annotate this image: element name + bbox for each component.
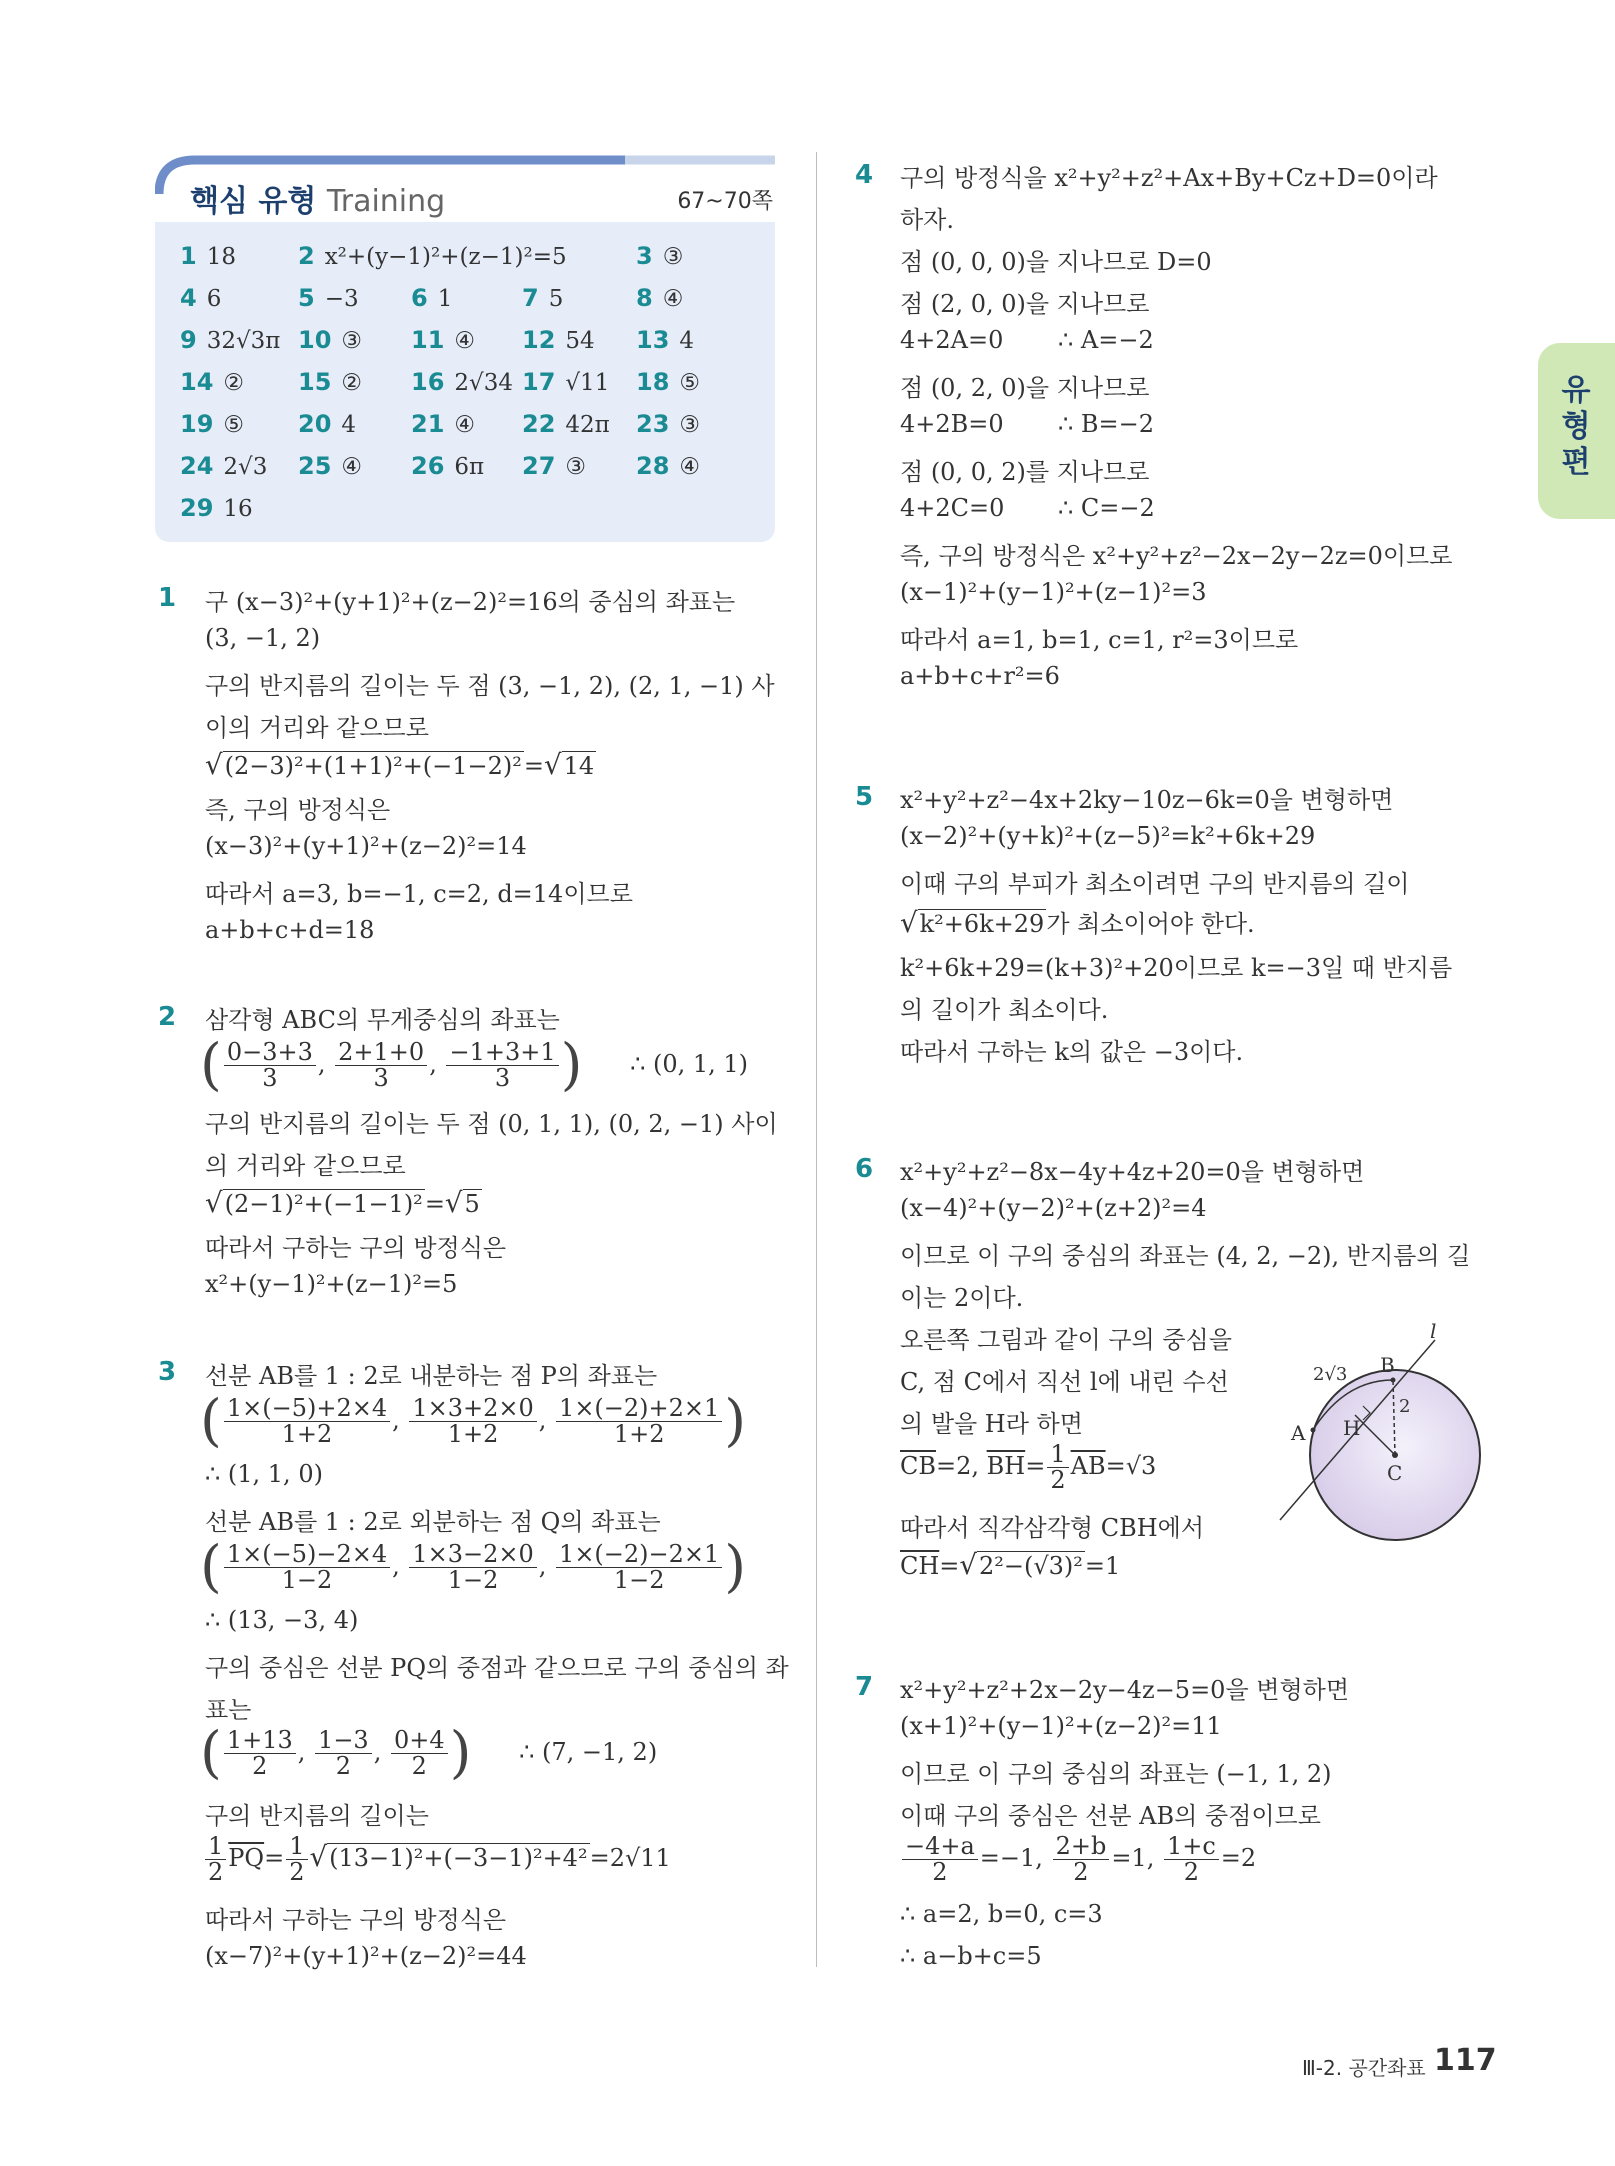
problem-number: 2 — [158, 1002, 177, 1032]
solution-line: x²+(y−1)²+(z−1)²=5 — [205, 1270, 458, 1298]
point-a — [1311, 1428, 1316, 1433]
solution-line: 하자. — [900, 206, 954, 234]
answer-row — [180, 242, 770, 282]
solution-line: 표는 — [205, 1696, 252, 1724]
answer-item: 15 ② — [298, 368, 363, 396]
solution-math: $\frac{-4+a}{2}$ =−1, $\frac{2+b}{2}$ =1, $\frac{1+c}{2}$ =2 — [900, 1834, 1256, 1885]
solution-line: 선분 AB를 1 : 2로 내분하는 점 P의 좌표는 — [205, 1362, 658, 1390]
solution-line: 구의 반지름의 길이는 두 점 (0, 1, 1), (0, 2, −1) 사이 — [205, 1110, 778, 1138]
solution-line: 이때 구의 중심은 선분 AB의 중점이므로 — [900, 1802, 1321, 1830]
answer-item: 27 ③ — [522, 452, 587, 480]
answer-item: 26 6π — [411, 452, 485, 480]
solution-line: ∴ B=−2 — [1058, 410, 1155, 438]
solution-line: 의 발을 H라 하면 — [900, 1410, 1083, 1438]
answer-item: 4 6 — [180, 284, 222, 312]
solution-line: 구의 중심은 선분 PQ의 중점과 같으므로 구의 중심의 좌 — [205, 1654, 789, 1682]
problem-number: 7 — [855, 1672, 874, 1702]
solution-math: ( $\frac{1+13}{2}$ , $\frac{1-3}{2}$ , $\frac{0+4}{2}$ ) ∴ (7, −1, 2) — [200, 1720, 658, 1786]
label-c: C — [1387, 1461, 1403, 1485]
section-side-tab — [1538, 343, 1615, 519]
answer-item: 23 ③ — [636, 410, 701, 438]
solution-line: ∴ (13, −3, 4) — [205, 1606, 359, 1634]
solution-math: √k²+6k+29가 최소이어야 한다. — [900, 906, 1255, 939]
answer-row — [180, 284, 770, 324]
answer-item: 6 1 — [411, 284, 453, 312]
solution-math: $\overline{CH}=√2^2-(√3)^2=1$ — [900, 1548, 1121, 1581]
answer-item: 29 16 — [180, 494, 253, 522]
answer-row — [180, 410, 770, 450]
problem-number: 6 — [855, 1154, 874, 1184]
solution-line: 이므로 이 구의 중심의 좌표는 (−1, 1, 2) — [900, 1760, 1332, 1788]
solution-line: 즉, 구의 방정식은 — [205, 796, 391, 824]
solution-line: 4+2B=0 — [900, 410, 1004, 438]
header-title: 핵심 유형 Training — [190, 184, 446, 219]
solution-line: 구의 반지름의 길이는 — [205, 1802, 429, 1830]
solution-line: x²+y²+z²−8x−4y+4z+20=0을 변형하면 — [900, 1158, 1365, 1186]
solution-math: √(2−3)²+(1+1)²+(−1−2)²=√14 — [205, 748, 595, 781]
solution-line: 따라서 직각삼각형 CBH에서 — [900, 1514, 1205, 1542]
answer-item: 21 ④ — [411, 410, 476, 438]
solution-line: a+b+c+d=18 — [205, 916, 375, 944]
solution-line: C, 점 C에서 직선 l에 내린 수선 — [900, 1368, 1229, 1396]
solution-line: x²+y²+z²−4x+2ky−10z−6k=0을 변형하면 — [900, 786, 1394, 814]
answer-item: 16 2√34 — [411, 368, 513, 396]
label-two: 2 — [1399, 1396, 1411, 1417]
answer-item: 17 √11 — [522, 368, 610, 396]
solution-line: 구의 반지름의 길이는 두 점 (3, −1, 2), (2, 1, −1) 사 — [205, 672, 775, 700]
solution-line: ∴ a=2, b=0, c=3 — [900, 1900, 1103, 1928]
solution-line: ∴ (1, 1, 0) — [205, 1460, 323, 1488]
answer-item: 3 ③ — [636, 242, 684, 270]
solution-line: (x−4)²+(y−2)²+(z+2)²=4 — [900, 1194, 1207, 1222]
answer-item: 19 ⑤ — [180, 410, 245, 438]
column-divider — [816, 152, 817, 1967]
solution-line: 따라서 a=3, b=−1, c=2, d=14이므로 — [205, 880, 633, 908]
answer-item: 10 ③ — [298, 326, 363, 354]
solution-line: 점 (0, 2, 0)을 지나므로 — [900, 374, 1150, 402]
label-h: H — [1343, 1416, 1361, 1440]
label-b: B — [1380, 1353, 1395, 1377]
solution-line: x²+y²+z²+2x−2y−4z−5=0을 변형하면 — [900, 1676, 1350, 1704]
label-l: l — [1430, 1320, 1437, 1343]
solution-line: 삼각형 ABC의 무게중심의 좌표는 — [205, 1006, 560, 1034]
answer-item: 22 42π — [522, 410, 610, 438]
solution-line: 이는 2이다. — [900, 1284, 1024, 1312]
solution-line: (x−7)²+(y+1)²+(z−2)²=44 — [205, 1942, 527, 1970]
answer-item: 13 4 — [636, 326, 695, 354]
solution-line: 즉, 구의 방정식은 x²+y²+z²−2x−2y−2z=0이므로 — [900, 542, 1453, 570]
answer-key-box — [155, 222, 775, 542]
sphere-figure — [1275, 1320, 1485, 1545]
solution-line: 의 거리와 같으므로 — [205, 1152, 406, 1180]
answer-item: 12 54 — [522, 326, 595, 354]
solution-math: ( $\frac{1\times(-5)+2\times 4}{1+2}$ , $\frac{1\times 3+2\times 0}{1+2}$ , $\frac{1\times(-2)+2\times 1}{1+2}$ ) — [200, 1388, 747, 1454]
solution-line: a+b+c+r²=6 — [900, 662, 1060, 690]
solution-line: (x−1)²+(y−1)²+(z−1)²=3 — [900, 578, 1207, 606]
solution-line: 오른쪽 그림과 같이 구의 중심을 — [900, 1326, 1232, 1354]
solution-line: 구의 방정식을 x²+y²+z²+Ax+By+Cz+D=0이라 — [900, 164, 1438, 192]
side-tab-label: 유형편 — [1561, 373, 1591, 480]
answer-row — [180, 326, 770, 366]
answer-row — [180, 452, 770, 492]
footer-section: Ⅲ-2. 공간좌표 — [1302, 2056, 1426, 2080]
answer-row — [180, 494, 770, 534]
solution-line: 점 (2, 0, 0)을 지나므로 — [900, 290, 1150, 318]
solution-math: ( $\frac{1\times(-5)-2\times 4}{1-2}$ , $\frac{1\times 3-2\times 0}{1-2}$ , $\frac{1\times(-2)-2\times 1}{1-2}$ ) — [200, 1534, 747, 1600]
answer-item: 14 ② — [180, 368, 245, 396]
answer-item: 9 32√3π — [180, 326, 281, 354]
problem-number: 1 — [158, 583, 177, 613]
solution-line: ∴ a−b+c=5 — [900, 1942, 1042, 1970]
problem-number: 3 — [158, 1357, 177, 1387]
problem-number: 4 — [855, 160, 874, 190]
solution-math: ( $\frac{0-3+3}{3}$ , $\frac{2+1+0}{3}$ , $\frac{-1+3+1}{3}$ ) ∴ (0, 1, 1) — [200, 1032, 749, 1098]
answer-item: 18 ⑤ — [636, 368, 701, 396]
solution-line: 이므로 이 구의 중심의 좌표는 (4, 2, −2), 반지름의 길 — [900, 1242, 1471, 1270]
solution-line: k²+6k+29=(k+3)²+20이므로 k=−3일 때 반지름 — [900, 954, 1453, 982]
page-number: 117 — [1434, 2043, 1497, 2078]
answer-item: 28 ④ — [636, 452, 701, 480]
solution-line: 이의 거리와 같으므로 — [205, 714, 429, 742]
solution-line: (x−2)²+(y+k)²+(z−5)²=k²+6k+29 — [900, 822, 1316, 850]
solution-line: 따라서 구하는 구의 방정식은 — [205, 1234, 507, 1262]
answer-item: 2 x²+(y−1)²+(z−1)²=5 — [298, 242, 567, 270]
solution-line: (x+1)²+(y−1)²+(z−2)²=11 — [900, 1712, 1222, 1740]
solution-line: 따라서 a=1, b=1, c=1, r²=3이므로 — [900, 626, 1299, 654]
problem-number: 5 — [855, 782, 874, 812]
answer-item: 7 5 — [522, 284, 564, 312]
solution-line: 점 (0, 0, 0)을 지나므로 D=0 — [900, 248, 1212, 276]
answer-item: 8 ④ — [636, 284, 684, 312]
label-two-root-three: 2√3 — [1313, 1364, 1348, 1385]
answer-item: 1 18 — [180, 242, 236, 270]
solution-line: 구 (x−3)²+(y+1)²+(z−2)²=16의 중심의 좌표는 — [205, 588, 736, 616]
answer-item: 25 ④ — [298, 452, 363, 480]
solution-line: 4+2A=0 — [900, 326, 1004, 354]
center-c-point — [1392, 1452, 1398, 1458]
label-a: A — [1291, 1421, 1306, 1445]
solution-line: (3, −1, 2) — [205, 624, 321, 652]
solution-math: $\overline{CB}=2$, $\overline{BH}=$ $\frac{1}{2}$ $\overline{AB}=√3$ — [900, 1440, 1157, 1495]
header-page-range: 67~70쪽 — [677, 189, 773, 214]
solution-line: 따라서 구하는 구의 방정식은 — [205, 1906, 507, 1934]
solution-line: 선분 AB를 1 : 2로 외분하는 점 Q의 좌표는 — [205, 1508, 661, 1536]
answer-item: 24 2√3 — [180, 452, 268, 480]
point-b — [1391, 1378, 1396, 1383]
answer-row — [180, 368, 770, 408]
solution-line: (x−3)²+(y+1)²+(z−2)²=14 — [205, 832, 527, 860]
solution-math: $\frac{1}{2}$ $\overline{PQ}=$ $\frac{1}{2}$ √(13−1)²+(−3−1)²+4²=2√11 — [203, 1834, 671, 1885]
solution-math: √(2−1)²+(−1−1)²=√5 — [205, 1186, 480, 1219]
answer-item: 20 4 — [298, 410, 357, 438]
solution-line: 점 (0, 0, 2)를 지나므로 — [900, 458, 1150, 486]
solution-line: 4+2C=0 — [900, 494, 1005, 522]
solution-line: 이때 구의 부피가 최소이려면 구의 반지름의 길이 — [900, 870, 1410, 898]
solution-line: ∴ C=−2 — [1058, 494, 1155, 522]
solution-line: 의 길이가 최소이다. — [900, 996, 1109, 1024]
answer-item: 5 −3 — [298, 284, 359, 312]
solution-line: 따라서 구하는 k의 값은 −3이다. — [900, 1038, 1244, 1066]
answer-item: 11 ④ — [411, 326, 476, 354]
solution-line: ∴ A=−2 — [1058, 326, 1154, 354]
